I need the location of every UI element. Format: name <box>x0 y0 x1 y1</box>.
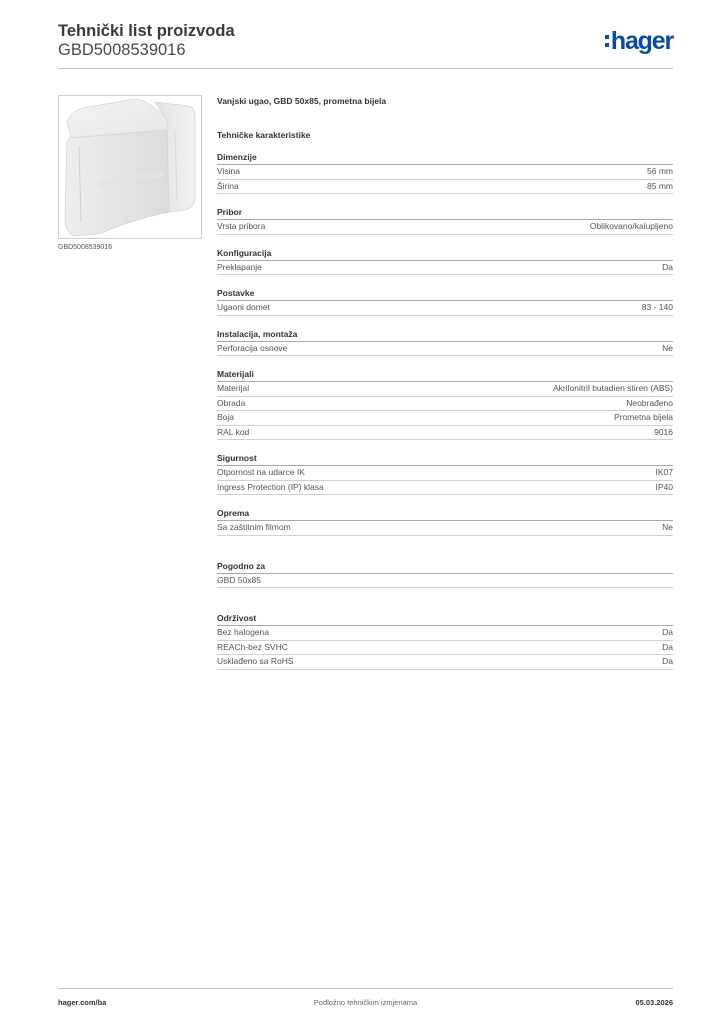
spec-label: Širina <box>217 180 239 191</box>
spec-row <box>217 426 673 441</box>
spec-label: Vrsta pribora <box>217 221 266 231</box>
spec-value: Da <box>662 261 673 272</box>
spec-value: Ne <box>662 342 673 353</box>
hager-logo <box>605 26 673 56</box>
spec-value: Prometna bijela <box>613 412 673 422</box>
spec-row <box>217 382 673 397</box>
spec-label: Sa zaštitnim filmom <box>217 522 291 532</box>
spec-label: GBD 50x85 <box>217 574 261 585</box>
spec-label: Usklađeno sa RoHS <box>217 656 294 666</box>
spec-value: 56 mm <box>647 166 673 176</box>
spec-label: Ugaoni domet <box>217 302 270 312</box>
page-title: Tehnički list proizvoda <box>58 22 235 40</box>
spec-row <box>217 481 673 496</box>
spec-value: 9016 <box>654 426 673 437</box>
group-title: Materijali <box>217 368 673 382</box>
spec-row <box>217 466 673 481</box>
section-heading: Tehničke karakteristike <box>217 130 311 140</box>
spec-label: RAL kod <box>217 426 250 437</box>
spec-value: Da <box>662 627 673 637</box>
group-title: Pribor <box>217 206 673 220</box>
spec-value: Ne <box>662 522 673 532</box>
group-title: Dimenzije <box>217 151 673 165</box>
spec-label: Ingress Protection (IP) klasa <box>217 481 324 492</box>
spec-value: 83 - 140 <box>641 302 673 312</box>
footer-date: 05.03.2026 <box>635 998 673 1007</box>
spec-row <box>217 411 673 426</box>
spec-value: IK07 <box>655 467 673 477</box>
spec-label: Boja <box>217 412 235 422</box>
product-code: GBD5008539016 <box>58 41 186 59</box>
spec-value: Akrilonitril butadien stiren (ABS) <box>553 383 673 393</box>
logo-dots-icon <box>605 35 609 47</box>
spec-row <box>217 165 673 180</box>
image-caption: GBD5008539016 <box>58 244 113 251</box>
group-title: Instalacija, montaža <box>217 328 673 342</box>
group-title: Održivost <box>217 612 673 626</box>
spec-row <box>217 521 673 536</box>
spec-label: Bez halogena <box>217 627 269 637</box>
spec-content <box>217 95 673 670</box>
spec-value: Neobrađeno <box>626 397 673 408</box>
group-title: Konfiguracija <box>217 247 673 261</box>
spec-label: Obrada <box>217 397 246 408</box>
spec-row <box>217 626 673 641</box>
spec-value: Da <box>662 641 673 652</box>
group-title: Pogodno za <box>217 560 673 574</box>
spec-row <box>217 655 673 670</box>
spec-row <box>217 261 673 276</box>
group-title: Sigurnost <box>217 452 673 466</box>
spec-value: Oblikovano/kalupljeno <box>589 221 673 231</box>
spec-label: REACh-bez SVHC <box>217 641 288 652</box>
product-photo-icon <box>59 96 201 238</box>
page-header <box>58 20 673 69</box>
spec-label: Perforacija osnove <box>217 342 288 353</box>
spec-label: Preklapanje <box>217 261 262 272</box>
spec-row <box>217 342 673 357</box>
spec-row <box>217 180 673 195</box>
product-name: Vanjski ugao, GBD 50x85, prometna bijela <box>217 96 387 106</box>
spec-row <box>217 397 673 412</box>
spec-row <box>217 220 673 235</box>
group-title: Oprema <box>217 507 673 521</box>
spec-row <box>217 641 673 656</box>
spec-label: Visina <box>217 166 240 176</box>
product-image <box>58 95 202 239</box>
spec-value: IP40 <box>655 481 673 492</box>
spec-value: Da <box>662 656 673 666</box>
group-title: Postavke <box>217 287 673 301</box>
spec-row <box>217 574 673 589</box>
website-link[interactable]: hager.com/ba <box>58 998 107 1007</box>
page-footer <box>58 988 673 1018</box>
spec-value: 85 mm <box>647 180 673 191</box>
spec-row <box>217 301 673 316</box>
footer-note: Podložno tehničkim izmjenama <box>313 998 418 1007</box>
spec-label: Materijal <box>217 383 250 393</box>
spec-label: Otpornost na udarce IK <box>217 467 305 477</box>
logo-text: hager <box>610 26 673 55</box>
